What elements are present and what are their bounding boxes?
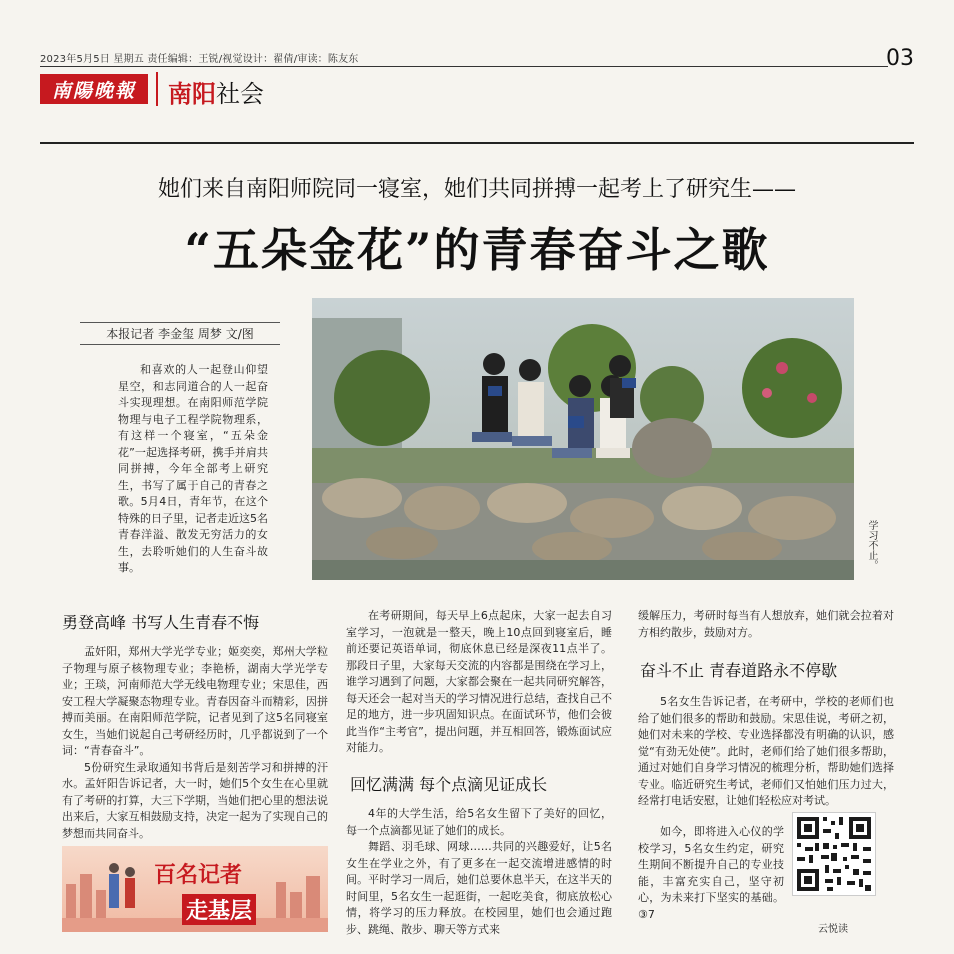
photo-illustration	[312, 298, 854, 580]
column3-body-bottom	[638, 824, 784, 923]
issue-meta: 2023年5月5日 星期五 责任编辑：王锐/视觉设计：翟倩/审读：陈友东	[40, 54, 359, 65]
banner-title-line2: 走基层	[182, 894, 256, 925]
column1-body	[62, 644, 328, 842]
photo-caption: 学习不止。	[866, 520, 877, 570]
column3-body-top	[638, 608, 894, 641]
column3-paragraph: 如今，即将进入心仪的学校学习，5名女生约定，研究生期间不断提升自己的专业技能，丰富充实自己，坚守初心，为未来打下坚实的基础。③7	[638, 825, 784, 921]
section-title-rest: 社会	[216, 80, 264, 108]
logo-divider	[156, 72, 158, 106]
column3-subhead: 奋斗不止 青春道路永不停歇	[640, 661, 838, 680]
column3-paragraph: 缓解压力，考研时每当有人想放弃，她们就会拉着对方相约散步，鼓励对方。	[638, 609, 894, 639]
qr-code-icon	[793, 813, 875, 895]
section-title	[168, 74, 264, 109]
article-headline: “五朵金花”的青春奋斗之歌	[184, 223, 770, 277]
column2-subhead: 回忆满满 每个点滴见证成长	[350, 775, 548, 794]
column1-subhead: 勇登高峰 书写人生青春不悔	[62, 613, 260, 632]
article-byline: 本报记者 李金玺 周梦 文/图	[80, 322, 280, 345]
article-photo	[312, 298, 854, 580]
banner-title-line1: 百名记者	[154, 862, 243, 888]
qr-code[interactable]	[792, 812, 876, 896]
section-title-bold: 南阳	[168, 80, 216, 108]
column2-paragraph: 在考研期间，每天早上6点起床，大家一起去自习室学习，一泡就是一整天，晚上10点回到寝室后，睡前还要记英语单词，彻底休息已经是深夜11点半了。那段日子里，大家每天交流的内容都是围绕在学习上，谁学习遇到了问题，大家都会聚在一起共同研究解答，每天还会一起对当天的学习情况进行总结，查找自己不足的地方，进一步巩固知识点。在面试环节，他们会彼此当作“主考官”，提出问题，并互相回答，锻炼面试应对能力。	[346, 609, 612, 754]
top-rule	[40, 66, 888, 67]
column2-paragraph: 舞蹈、羽毛球、网球……共同的兴趣爱好，让5名女生在学业之外，有了更多在一起交流增进感情的时间。平时学习一周后，她们总要休息半天，在这半天的时间里，5名女生一起逛街，一起吃美食，彻底放松心情，将学习的压力释放。在校园里，她们也会通过跑步、跳绳、散步、聊天等方式来	[346, 840, 612, 936]
column2-body-top	[346, 608, 612, 757]
column1-paragraph: 孟奸阳，郑州大学光学专业；姬奕奕，郑州大学粒子物理与原子核物理专业；李艳桥，湖南大学光学专业；王琰，河南师范大学无线电物理专业；宋思佳，西安工程大学凝聚态物理专业。青春因奋斗而精彩，因拼搏而美丽。在南阳师范学院，记者见到了这5名同寝室女生，当她们说起自己考研经历时，几乎都说到了一个词：“青春奋斗”。	[62, 645, 328, 757]
column2-paragraph: 4年的大学生活，给5名女生留下了美好的回忆，每一个点滴都见证了她们的成长。	[346, 807, 612, 837]
column3-body-mid	[638, 694, 894, 810]
page-number: 03	[886, 46, 914, 71]
newspaper-logo: 南陽晚報	[40, 74, 148, 104]
qr-label: 云悦读	[818, 924, 848, 935]
column1-paragraph: 5份研究生录取通知书背后是刻苦学习和拼搏的汗水。孟奸阳告诉记者，大一时，她们5个女生在心里就有了考研的打算，大三下学期，当她们把心里的想法说出来后，大家互相鼓励支持，决定一起为了实现自己的梦想而共同奋斗。	[62, 760, 328, 840]
article-subhead: 她们来自南阳师院同一寝室，她们共同拼搏一起考上了研究生——	[157, 177, 796, 202]
column3-paragraph: 5名女生告诉记者，在考研中，学校的老师们也给了她们很多的帮助和鼓励。宋思佳说，考研之初，她们对未来的学校、专业选择都没有明确的认识，感觉“有劲无处使”。此时，老师们给了她们很多帮助，通过对她们自身学习情况的梳理分析，帮助她们选择专业。临近研究生考试，老师们又怕她们压力过大，经常打电话安慰，让她们轻松应对考试。	[638, 695, 894, 807]
article-lead: 和喜欢的人一起登山仰望星空，和志同道合的人一起奋斗实现理想。在南阳师范学院物理与电子工程学院物理系，有这样一个寝室，“五朵金花”一起选择考研，携手并肩共同拼搏，今年全部考上研究生，书写了属于自己的青春之歌。5月4日，青年节，在这个特殊的日子里，记者走近这5名青春洋溢、散发无穷活力的女生，去聆听她们的人生奋斗故事。	[118, 363, 268, 574]
column2-body-bottom	[346, 806, 612, 938]
header-rule	[40, 142, 914, 144]
campaign-banner	[62, 846, 328, 932]
